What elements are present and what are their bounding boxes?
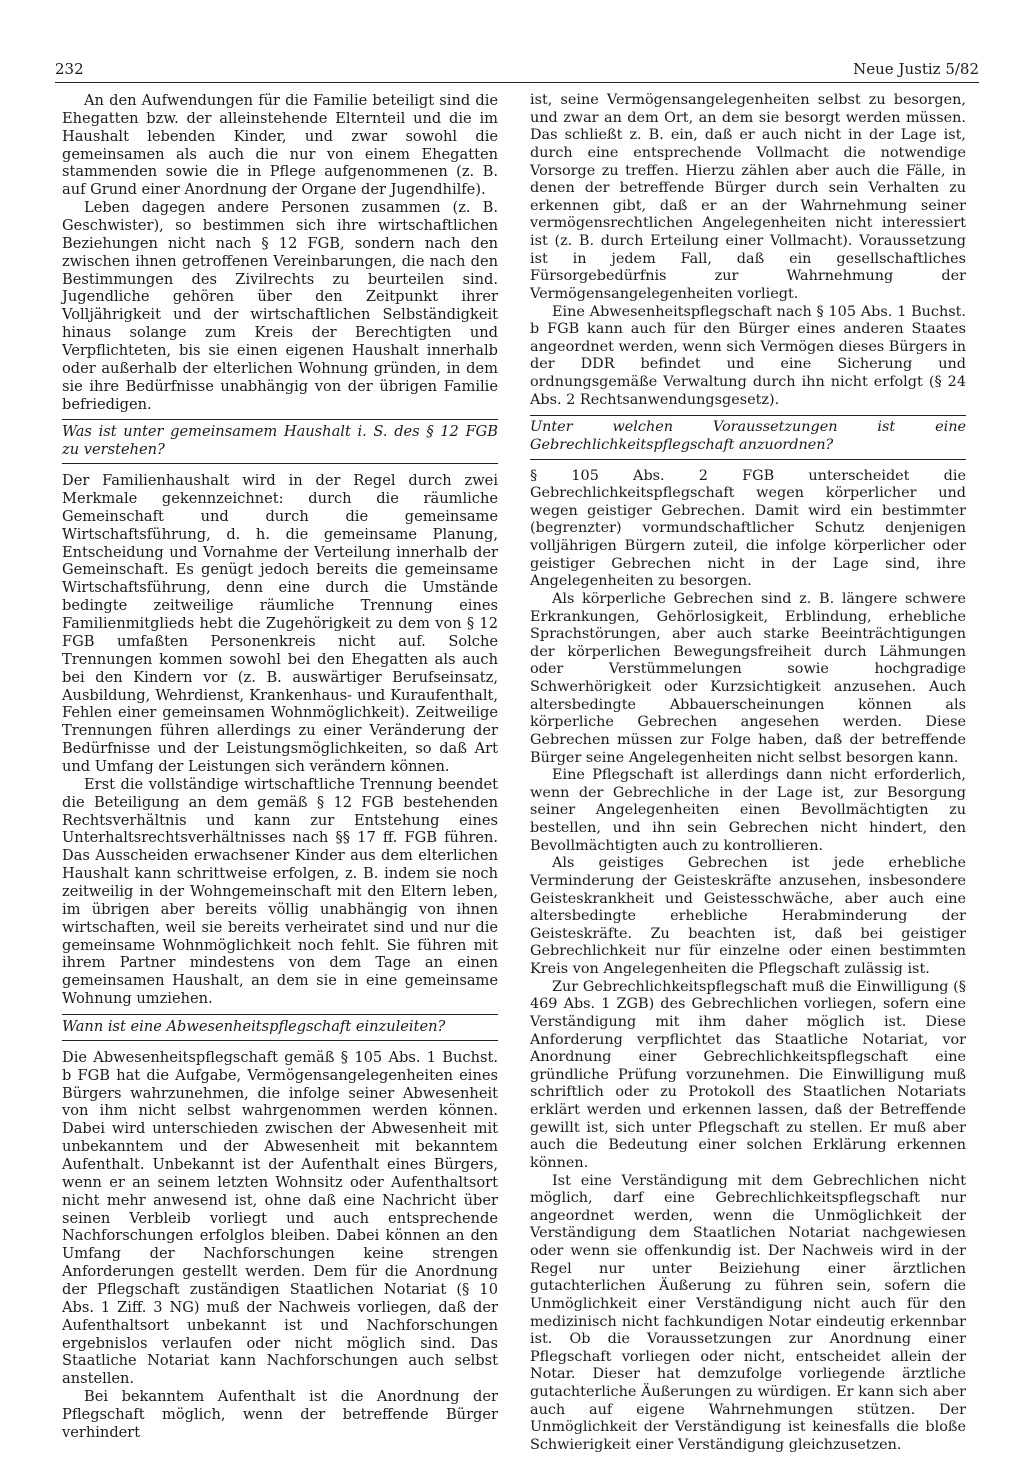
- question-heading: Wann ist eine Abwesenheitspflegschaft einzuleiten?: [62, 1014, 498, 1041]
- paragraph: Ist eine Verständigung mit dem Gebrechlichen nicht möglich, darf eine Gebrechlichkeitspflegschaft nur angeordnet werden, wenn die Unmöglichkeit der Verständigung dem Staatlichen Notariat nachgewiesen oder wenn sie offenkundig ist. Der Nachweis wird in der Regel nur unter Beiziehung einer ärztlichen gutachterlichen Äußerung zu führen sein, sofern die Unmöglichkeit einer Verständigung nicht auch für den medizinisch nicht fachkundigen Notar eindeutig erkennbar ist. Ob die Voraussetzungen zur Anordnung einer Pflegschaft vorliegen oder nicht, entscheidet allein der Notar. Dieser hat demzufolge vorliegende ärztliche gutachterliche Äußerungen zu würdigen. Er kann sich aber auch auf eigene Wahrnehmungen stützen. Der Unmöglichkeit der Verständigung ist keinesfalls die bloße Schwierigkeit einer Verständigung gleichzusetzen.: [530, 1172, 966, 1453]
- journal-title: Neue Justiz 5/82: [853, 60, 979, 78]
- paragraph: An den Aufwendungen für die Familie beteiligt sind die Ehegatten bzw. der alleinstehende Elternteil und die im Haushalt lebenden Kinder, und zwar sowohl die gemeinsamen als auch die nur von einem Ehegatten stammenden sowie die in Pflege aufgenommenen (z. B. auf Grund einer Anordnung der Organe der Jugendhilfe).: [62, 92, 498, 199]
- paragraph: Zur Gebrechlichkeitspflegschaft muß die Einwilligung (§ 469 Abs. 1 ZGB) des Gebrechlichen vorliegen, sofern eine Verständigung mit ihm daher möglich ist. Diese Anforderung verpflichtet das Staatliche Notariat, vor Anordnung einer Gebrechlichkeitspflegschaft eine gründliche Prüfung vorzunehmen. Die Einwilligung muß schriftlich oder zu Protokoll des Staatlichen Notariats erklärt werden und erkennen lassen, daß der Betreffende gewillt ist, sich unter Pflegschaft zu stellen. Er muß aber auch die Bedeutung einer solchen Erklärung erkennen können.: [530, 978, 966, 1171]
- paragraph: Eine Abwesenheitspflegschaft nach § 105 Abs. 1 Buchst. b FGB kann auch für den Bürger eines anderen Staates angeordnet werden, wenn sich Vermögen dieses Bürgers in der DDR befindet und eine Sicherung und ordnungsgemäße Verwaltung durch ihn nicht erfolgt (§ 24 Abs. 2 Rechtsanwendungsgesetz).: [530, 303, 966, 408]
- page-number: 232: [55, 60, 84, 78]
- left-column: [62, 92, 498, 1442]
- question-heading: Was ist unter gemeinsamem Haushalt i. S. des § 12 FGB zu verstehen?: [62, 419, 498, 464]
- paragraph: Die Abwesenheitspflegschaft gemäß § 105 Abs. 1 Buchst. b FGB hat die Aufgabe, Vermögensangelegenheiten eines Bürgers wahrzunehmen, die infolge seiner Abwesenheit von ihm nicht selbst wahrgenommen werden können. Dabei wird unterschieden zwischen der Abwesenheit mit unbekanntem und der Abwesenheit mit bekanntem Aufenthalt. Unbekannt ist der Aufenthalt eines Bürgers, wenn er an seinem letzten Wohnsitz oder Aufenthaltsort nicht mehr anwesend ist, ohne daß eine Nachricht über seinen Verbleib vorliegt und auch entsprechende Nachforschungen erfolglos bleiben. Dabei können an den Umfang der Nachforschungen keine strengen Anforderungen gestellt werden. Dem für die Anordnung der Pflegschaft zuständigen Staatlichen Notariat (§ 10 Abs. 1 Ziff. 3 NG) muß der Nachweis vorliegen, daß der Aufenthaltsort unbekannt ist und Nachforschungen ergebnislos verlaufen oder nicht möglich sind. Das Staatliche Notariat kann Nachforschungen auch selbst anstellen.: [62, 1048, 498, 1388]
- paragraph: Bei bekanntem Aufenthalt ist die Anordnung der Pflegschaft möglich, wenn der betreffende Bürger verhindert: [62, 1388, 498, 1441]
- paragraph: Eine Pflegschaft ist allerdings dann nicht erforderlich, wenn der Gebrechliche in der Lage ist, zur Besorgung seiner Angelegenheiten einen Bevollmächtigten zu bestellen, und ihn sein Gebrechen nicht hindert, den Bevollmächtigten auch zu kontrollieren.: [530, 767, 966, 854]
- right-column: [530, 92, 966, 1455]
- paragraph: Der Familienhaushalt wird in der Regel durch zwei Merkmale gekennzeichnet: durch die räumliche Gemeinschaft und durch die gemeinsame Wirtschaftsführung, d. h. die gemeinsame Planung, Entscheidung und Vornahme der Verteilung innerhalb der Gemeinschaft. Es genügt jedoch bereits die gemeinsame Wirtschaftsführung, denn eine durch die Umstände bedingte zeitweilige räumliche Trennung eines Familienmitglieds hebt die Zugehörigkeit zu dem von § 12 FGB umfaßten Personenkreis nicht auf. Solche Trennungen kommen sowohl bei den Ehegatten als auch bei den Kindern vor (z. B. auswärtiger Berufseinsatz, Ausbildung, Wehrdienst, Krankenhaus- und Kuraufenthalt, Fehlen einer gemeinsamen Wohnmöglichkeit). Zeitweilige Trennungen führen allerdings zu einer Veränderung der Bedürfnisse und der Leistungsmöglichkeiten, so daß Art und Umfang der Leistungen sich verändern können.: [62, 472, 498, 775]
- paragraph: Als geistiges Gebrechen ist jede erhebliche Verminderung der Geisteskräfte anzusehen, insbesondere Geisteskrankheit und Geistesschwäche, aber auch eine altersbedingte erhebliche Herabminderung der Geisteskräfte. Zu beachten ist, daß bei geistiger Gebrechlichkeit nur für einzelne oder einen bestimmten Kreis von Angelegenheiten die Pflegschaft zulässig ist.: [530, 855, 966, 977]
- paragraph: ist, seine Vermögensangelegenheiten selbst zu besorgen, und zwar an dem Ort, an dem sie besorgt werden müssen. Das schließt z. B. ein, daß er auch nicht in der Lage ist, durch eine entsprechende Vollmacht die notwendige Vorsorge zu treffen. Hierzu zählen aber auch die Fälle, in denen der betreffende Bürger durch sein Verhalten zu erkennen gibt, daß er an der Wahrnehmung seiner vermögensrechtlichen Angelegenheiten nicht interessiert ist (z. B. durch Erteilung einer Vollmacht). Voraussetzung ist in jedem Fall, daß ein gesellschaftliches Fürsorgebedürfnis zur Wahrnehmung der Vermögensangelegenheiten vorliegt.: [530, 92, 966, 302]
- paragraph: § 105 Abs. 2 FGB unterscheidet die Gebrechlichkeitspflegschaft wegen körperlicher und wegen geistiger Gebrechen. Damit wird ein bestimmter (begrenzter) vormundschaftlicher Schutz denjenigen volljährigen Bürgern zuteil, die infolge körperlicher oder geistiger Gebrechen nicht in der Lage sind, ihre Angelegenheiten zu besorgen.: [530, 467, 966, 590]
- paragraph: Erst die vollständige wirtschaftliche Trennung beendet die Beteiligung an dem gemäß § 12 FGB bestehenden Rechtsverhältnis und kann zur Entstehung eines Unterhaltsrechtsverhältnisses nach §§ 17 ff. FGB führen. Das Ausscheiden erwachsener Kinder aus dem elterlichen Haushalt kann schrittweise erfolgen, z. B. indem sie noch zeitweilig in der Wohngemeinschaft mit den Eltern leben, im übrigen aber bereits völlig unabhängig von ihnen wirtschaften, weil sie bereits verheiratet sind und nur die gemeinsame Wohnmöglichkeit noch fehlt. Sie führen mit ihrem Partner mindestens von dem Tage an einen gemeinsamen Haushalt, an dem sie in eine gemeinsame Wohnung umziehen.: [62, 775, 498, 1008]
- page-header: [55, 60, 979, 83]
- question-heading: Unter welchen Voraussetzungen ist eine Gebrechlichkeitspflegschaft anzuordnen?: [530, 415, 966, 459]
- paragraph: Leben dagegen andere Personen zusammen (z. B. Geschwister), so bestimmen sich ihre wirtschaftlichen Beziehungen nicht nach § 12 FGB, sondern nach den zwischen ihnen getroffenen Vereinbarungen, die nach den Bestimmungen des Zivilrechts zu beurteilen sind. Jugendliche gehören über den Zeitpunkt ihrer Volljährigkeit und der wirtschaftlichen Selbständigkeit hinaus solange zum Kreis der Berechtigten und Verpflichteten, bis sie einen eigenen Haushalt innerhalb oder außerhalb der elterlichen Wohnung gründen, in dem sie ihre Bedürfnisse unabhängig von der übrigen Familie befriedigen.: [62, 199, 498, 413]
- paragraph: Als körperliche Gebrechen sind z. B. längere schwere Erkrankungen, Gehörlosigkeit, Erblindung, erhebliche Sprachstörungen, aber auch starke Beeinträchtigungen der körperlichen Bewegungsfreiheit durch Lähmungen oder Verstümmelungen sowie hochgradige Schwerhörigkeit oder Kurzsichtigkeit anzusehen. Auch altersbedingte Abbauerscheinungen können als körperliche Gebrechen angesehen werden. Diese Gebrechen müssen zur Folge haben, daß der betreffende Bürger seine Angelegenheiten nicht selbst besorgen kann.: [530, 590, 966, 766]
